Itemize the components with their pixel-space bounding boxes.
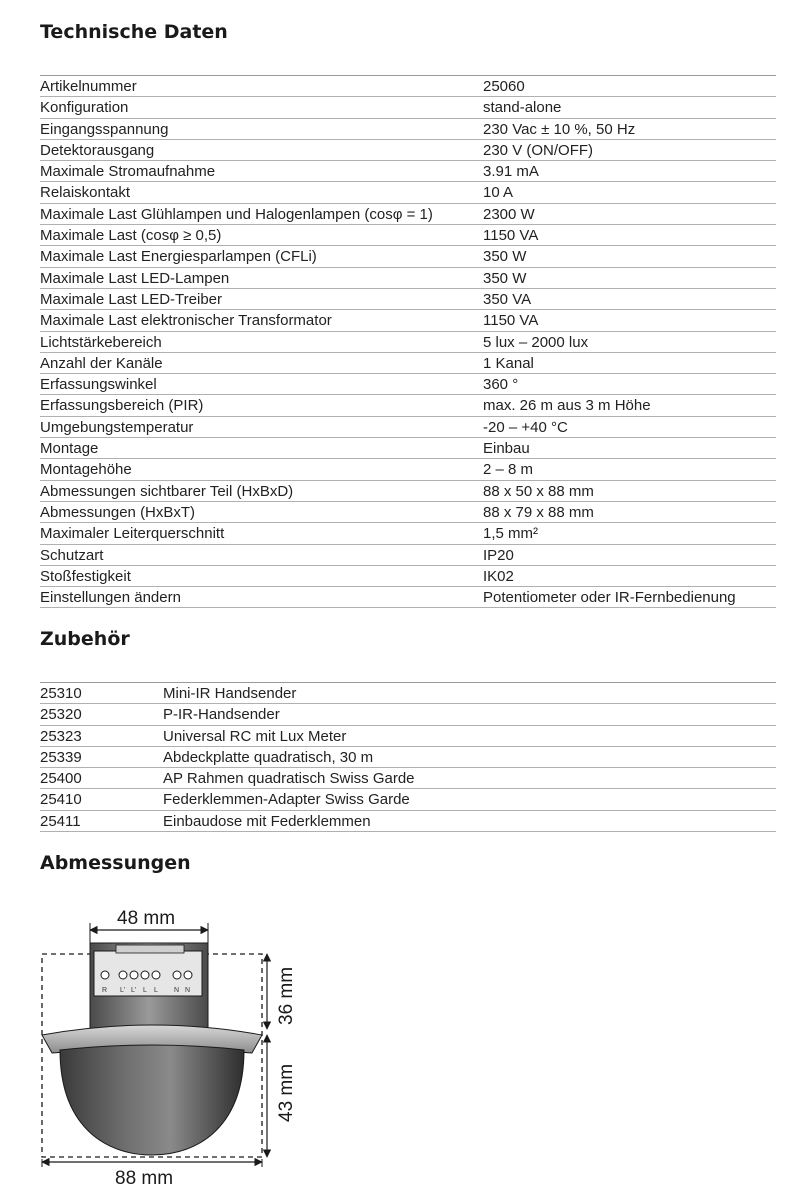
spec-row — [40, 76, 776, 97]
spec-row — [40, 310, 776, 331]
accessory-code: 25400 — [40, 770, 82, 788]
spec-value: 350 VA — [483, 290, 532, 308]
accessory-row — [40, 704, 776, 725]
spec-value: 1150 VA — [483, 227, 539, 245]
terminal-label: N — [185, 987, 191, 994]
spec-row — [40, 545, 776, 566]
spec-label: Einstellungen ändern — [40, 589, 181, 607]
accessory-name: P-IR-Handsender — [163, 706, 280, 724]
spec-value: 10 A — [483, 184, 514, 202]
accessory-code: 25310 — [40, 685, 82, 702]
spec-label: Artikelnummer — [40, 78, 137, 95]
spec-label: Montagehöhe — [40, 461, 132, 479]
spec-label: Maximale Last LED-Lampen — [40, 269, 230, 287]
terminal-label: L' — [120, 987, 126, 994]
accessory-row — [40, 726, 776, 747]
spec-row — [40, 332, 776, 353]
spec-value: 88 x 50 x 88 mm — [483, 482, 594, 500]
accessory-name: AP Rahmen quadratisch Swiss Garde — [163, 770, 415, 788]
spec-value: 360 ° — [483, 376, 519, 394]
spec-label: Maximale Last (cosφ ≥ 0,5) — [40, 227, 222, 245]
spec-row — [40, 140, 776, 161]
spec-label: Maximale Last elektronischer Transformator — [40, 312, 332, 330]
sensor-dome — [60, 1045, 244, 1155]
spec-value: -20 – +40 °C — [483, 418, 568, 436]
terminal-label: N — [174, 987, 180, 994]
spec-label: Schutzart — [40, 546, 104, 564]
height-bottom-label: 43 mm — [276, 1063, 297, 1122]
spec-value: IK02 — [483, 567, 514, 585]
spec-value: 230 V (ON/OFF) — [483, 141, 594, 159]
accessory-name: Universal RC mit Lux Meter — [163, 727, 347, 745]
technical-data-table — [40, 75, 776, 608]
spec-value: IP20 — [483, 546, 514, 564]
spec-row — [40, 289, 776, 310]
spec-value: Potentiometer oder IR-Fernbedienung — [483, 589, 736, 607]
spec-row — [40, 395, 776, 416]
spec-row — [40, 438, 776, 459]
spec-row — [40, 374, 776, 395]
width-bottom-label: 88 mm — [115, 1168, 174, 1189]
spec-value: 5 lux – 2000 lux — [483, 333, 589, 351]
spec-row — [40, 566, 776, 587]
accessory-name: Federklemmen-Adapter Swiss Garde — [163, 791, 410, 809]
spec-label: Maximaler Leiterquerschnitt — [40, 525, 225, 543]
spec-label: Anzahl der Kanäle — [40, 354, 163, 372]
spec-value: 1150 VA — [483, 312, 539, 330]
spec-row — [40, 353, 776, 374]
spec-value: 1,5 mm² — [483, 525, 539, 543]
accessory-code: 25339 — [40, 748, 82, 766]
spec-value: 1 Kanal — [483, 354, 534, 372]
accessory-code: 25410 — [40, 791, 82, 809]
accessories-title: Zubehör — [40, 628, 130, 650]
spec-label: Maximale Last Glühlampen und Halogenlampen (cosφ = 1) — [40, 205, 433, 223]
spec-label: Montage — [40, 440, 99, 458]
spec-label: Umgebungstemperatur — [40, 418, 194, 436]
accessory-name: Mini-IR Handsender — [163, 685, 297, 702]
spec-label: Abmessungen (HxBxT) — [40, 503, 196, 521]
spec-value: 350 W — [483, 248, 527, 266]
spec-row — [40, 204, 776, 225]
spec-row — [40, 587, 776, 608]
height-top-label: 36 mm — [276, 966, 297, 1025]
spec-label: Maximale Stromaufnahme — [40, 163, 216, 181]
spec-label: Detektorausgang — [40, 141, 155, 159]
accessories-table — [40, 682, 776, 832]
spec-label: Konfiguration — [40, 99, 129, 117]
spec-row — [40, 225, 776, 246]
accessory-code: 25411 — [40, 812, 81, 830]
spec-row — [40, 182, 776, 203]
spec-value: 2300 W — [483, 205, 535, 223]
spec-row — [40, 459, 776, 480]
dimension-drawing — [30, 895, 310, 1190]
spec-value: 2 – 8 m — [483, 461, 534, 479]
spec-label: Abmessungen sichtbarer Teil (HxBxD) — [40, 482, 294, 500]
terminal-label: L' — [131, 987, 137, 994]
spec-row — [40, 417, 776, 438]
spec-row — [40, 119, 776, 140]
spec-row — [40, 161, 776, 182]
accessory-name: Abdeckplatte quadratisch, 30 m — [163, 748, 374, 766]
terminal-label: L — [154, 987, 158, 994]
spec-label: Lichtstärkebereich — [40, 333, 162, 351]
accessory-row — [40, 811, 776, 832]
spec-label: Relaiskontakt — [40, 184, 131, 202]
spec-row — [40, 268, 776, 289]
spec-value: 3.91 mA — [483, 163, 539, 181]
spec-row — [40, 523, 776, 544]
accessory-code: 25320 — [40, 706, 82, 724]
accessory-row — [40, 683, 776, 704]
dimensions-title: Abmessungen — [40, 852, 191, 874]
spec-row — [40, 97, 776, 118]
accessory-code: 25323 — [40, 727, 82, 745]
accessory-name: Einbaudose mit Federklemmen — [163, 812, 371, 830]
spec-value: Einbau — [483, 440, 530, 458]
spec-row — [40, 246, 776, 267]
spec-value: 350 W — [483, 269, 527, 287]
accessory-row — [40, 747, 776, 768]
spec-label: Erfassungswinkel — [40, 376, 157, 394]
spec-value: 25060 — [483, 78, 525, 95]
spec-label: Eingangsspannung — [40, 120, 169, 138]
accessory-row — [40, 789, 776, 810]
spec-label: Maximale Last LED-Treiber — [40, 290, 222, 308]
spec-value: max. 26 m aus 3 m Höhe — [483, 397, 651, 415]
terminal-label: L — [143, 987, 147, 994]
spec-row — [40, 481, 776, 502]
spec-label: Erfassungsbereich (PIR) — [40, 397, 204, 415]
spec-value: 230 Vac ± 10 %, 50 Hz — [483, 120, 636, 138]
spec-value: 88 x 79 x 88 mm — [483, 503, 594, 521]
spec-label: Maximale Last Energiesparlampen (CFLi) — [40, 248, 317, 266]
width-top-label: 48 mm — [117, 908, 176, 929]
spec-label: Stoßfestigkeit — [40, 567, 131, 585]
accessory-row — [40, 768, 776, 789]
spec-row — [40, 502, 776, 523]
terminal-label: R — [102, 987, 108, 994]
technical-data-title: Technische Daten — [40, 21, 228, 43]
spec-value: stand-alone — [483, 99, 562, 117]
